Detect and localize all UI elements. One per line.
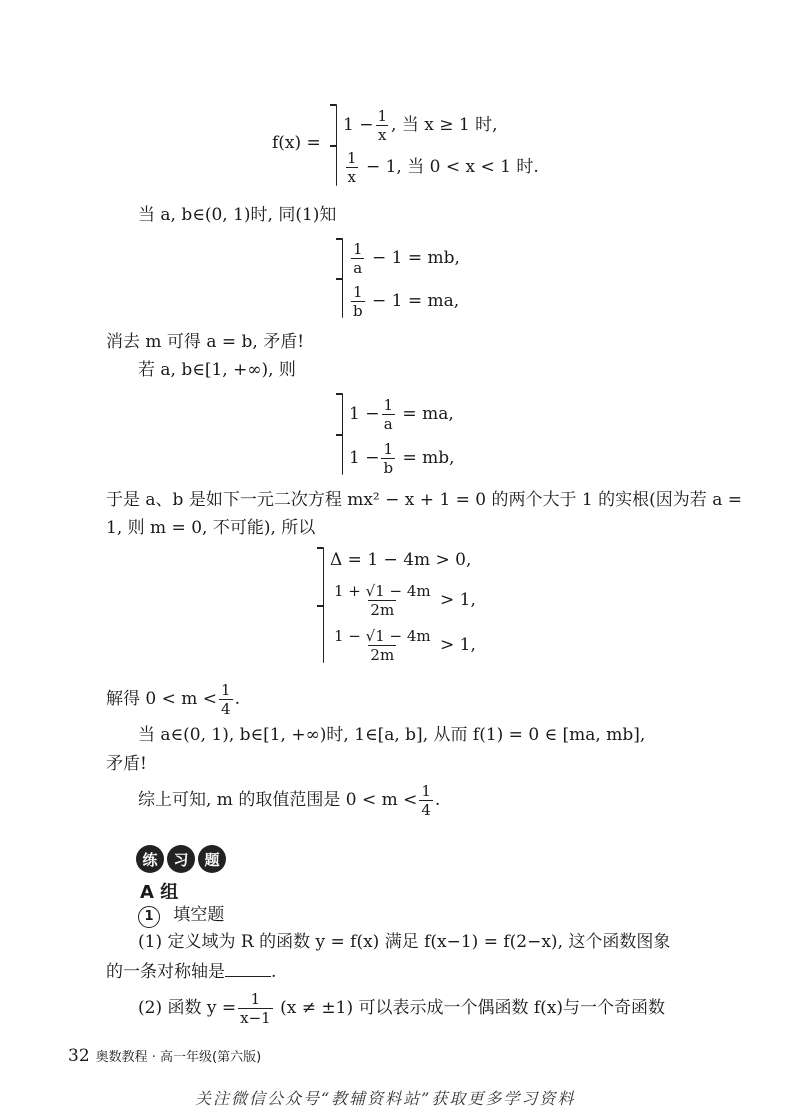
paragraph-4-line2: 1, 则 m = 0, 不可能), 所以	[106, 518, 316, 538]
paragraph-6-line2: 矛盾!	[106, 754, 147, 774]
watermark-note: 关注微信公众号“教辅资料站”获取更多学习资料	[195, 1089, 576, 1108]
question-1-sub1-line2: 的一条对称轴是 .	[106, 958, 276, 984]
question-number: 1	[138, 906, 160, 928]
page-footer	[68, 1046, 261, 1066]
section-badge-2: 习	[167, 845, 195, 873]
system2-line2: $\frac{1}{b}$ − 1 = ma,	[353, 283, 460, 320]
system4-line2: $\frac{1 + √1 - 4m}{2m}$ > 1,	[334, 582, 476, 619]
system4-brace	[323, 547, 324, 663]
system3-line1: 1 − $\frac{1}{a}$ = ma,	[349, 396, 454, 433]
group-label: A 组	[140, 882, 179, 903]
paragraph-1: 当 a, b∈(0, 1)时, 同(1)知	[138, 205, 337, 225]
paragraph-5: 解得 0 < m < $\frac{1}{4}$ .	[106, 681, 240, 718]
system4-line1: Δ = 1 − 4m > 0,	[330, 550, 472, 570]
system4-line3: $\frac{1 - √1 - 4m}{2m}$ > 1,	[334, 627, 476, 664]
paragraph-3: 若 a, b∈[1, +∞), 则	[138, 360, 296, 380]
paragraph-7: 综上可知, m 的取值范围是 0 < m < $\frac{1}{4}$ .	[138, 782, 441, 819]
system2-brace	[342, 238, 343, 318]
system1-line1: 1 − $\frac{1}{x}$ , 当 x ≥ 1 时,	[343, 107, 498, 144]
paragraph-6-line1: 当 a∈(0, 1), b∈[1, +∞)时, 1∈[a, b], 从而 f(1) = 0 ∈ [ma, mb],	[138, 725, 646, 745]
system1-lhs: f(x) =	[272, 133, 321, 153]
section-header-exercises	[136, 845, 229, 873]
question-title: 填空题	[173, 905, 225, 925]
book-title: 奥数教程 · 高一年级(第六版)	[95, 1050, 262, 1065]
system3-line2: 1 − $\frac{1}{b}$ = mb,	[349, 440, 455, 477]
paragraph-4-line1: 于是 a、b 是如下一元二次方程 mx² − x + 1 = 0 的两个大于 1 的实根(因为若 a =	[106, 490, 742, 510]
system3-brace	[342, 393, 343, 475]
question-1-sub1-line1: (1) 定义域为 R 的函数 y = f(x) 满足 f(x−1) = f(2−x), 这个函数图象	[138, 932, 671, 952]
system1-brace	[336, 104, 337, 186]
question-1-sub2: (2) 函数 y = $\frac{1}{x-1}$ (x ≠ ±1) 可以表示成一个偶函数 f(x)与一个奇函数	[138, 990, 666, 1027]
section-badge-1: 练	[136, 845, 164, 873]
answer-blank[interactable]	[225, 958, 271, 977]
question-1-header	[138, 903, 224, 928]
system1-line2: $\frac{1}{x}$ − 1, 当 0 < x < 1 时.	[347, 149, 539, 186]
paragraph-2: 消去 m 可得 a = b, 矛盾!	[106, 332, 305, 352]
system2-line1: $\frac{1}{a}$ − 1 = mb,	[353, 240, 460, 277]
page-number: 32	[68, 1046, 90, 1066]
section-badge-3: 题	[198, 845, 226, 873]
